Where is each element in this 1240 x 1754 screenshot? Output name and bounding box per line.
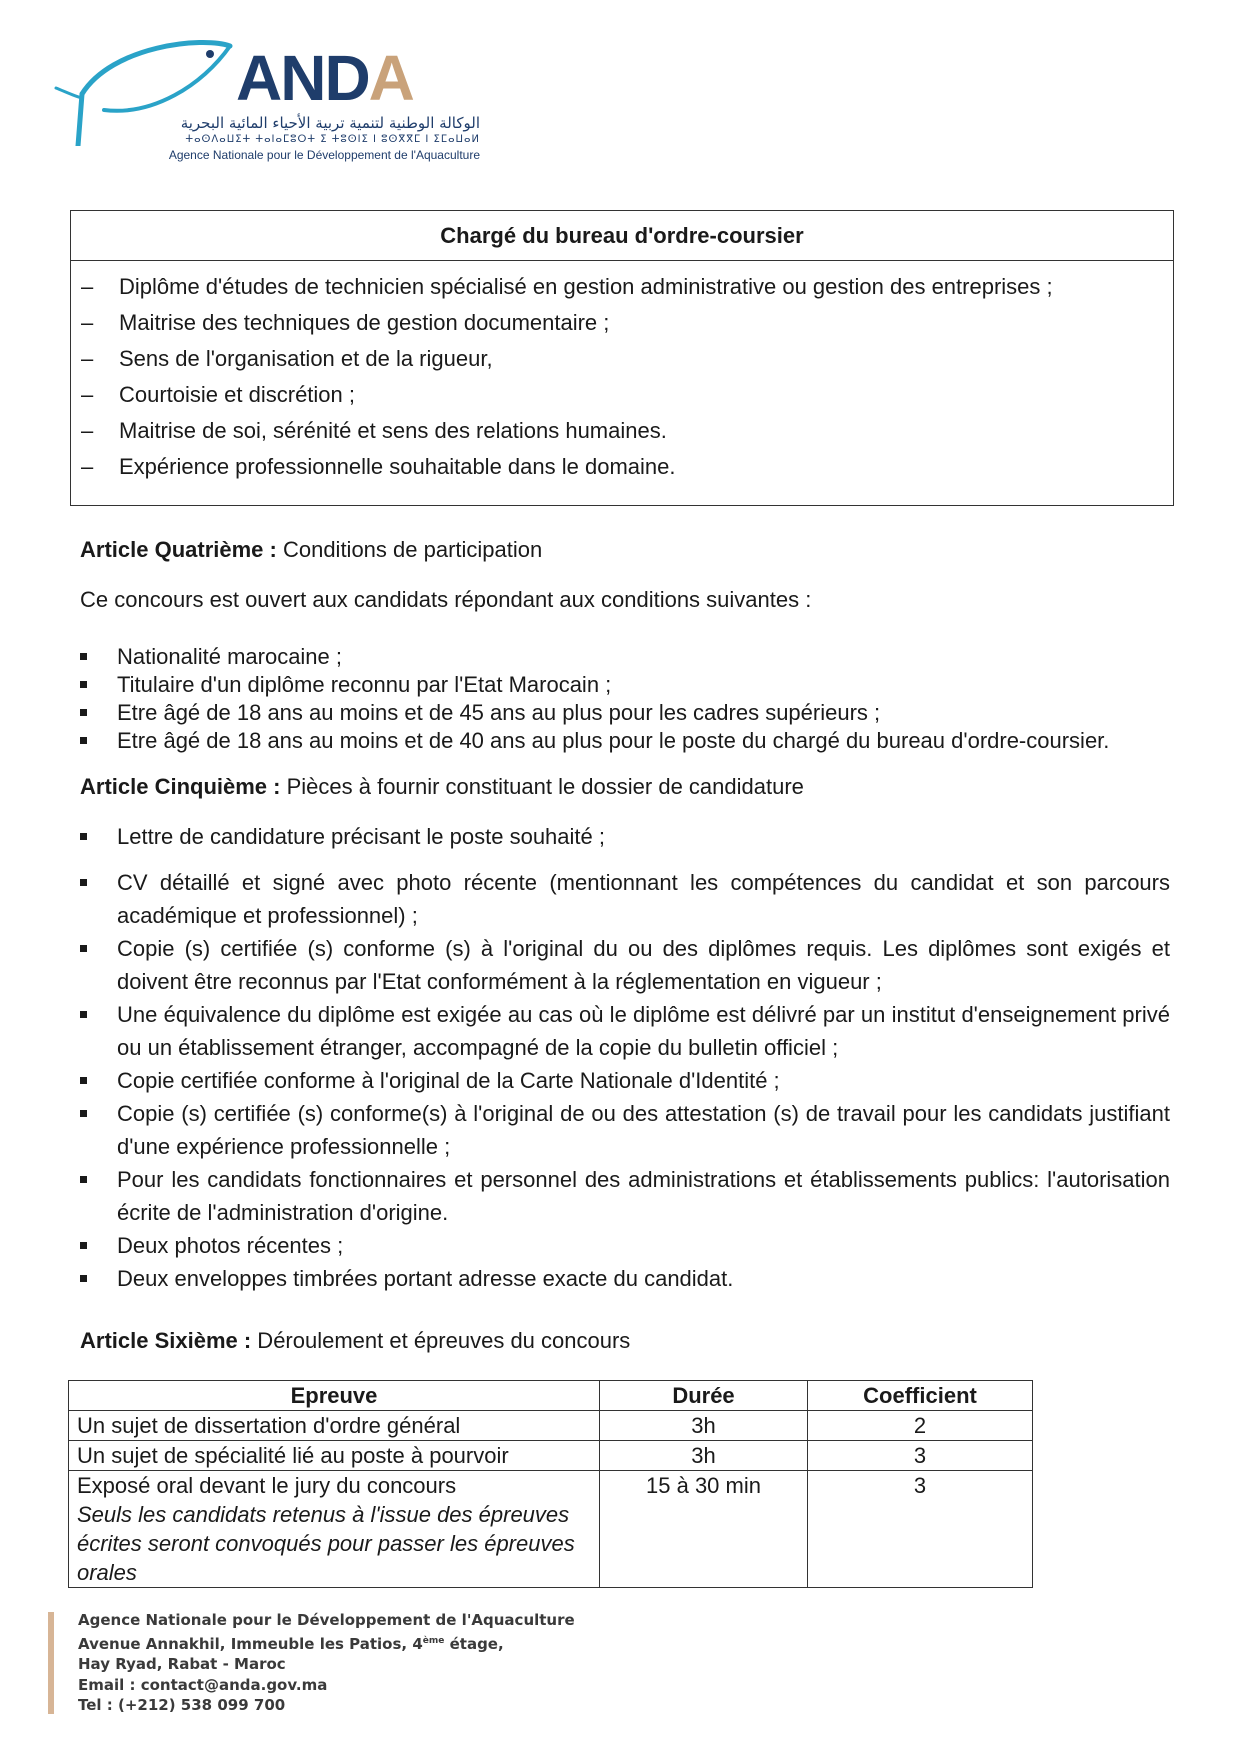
footer-email: Email : contact@anda.gov.ma [78, 1675, 328, 1694]
column-header: Coefficient [808, 1381, 1033, 1411]
column-header: Epreuve [69, 1381, 600, 1411]
bullet-icon [80, 681, 87, 688]
coef-cell: 2 [808, 1411, 1033, 1441]
exam-table [68, 1380, 1033, 1588]
duree-cell: 15 à 30 min [600, 1471, 808, 1588]
bullet-icon [80, 1176, 87, 1183]
list-item: Lettre de candidature précisant le poste souhaité ; [80, 820, 1170, 853]
table-row [69, 1411, 1033, 1441]
list-item: Nationalité marocaine ; [80, 640, 1170, 673]
list-item: – Sens de l'organisation et de la rigueur, [71, 341, 1173, 377]
arabic-agency-name: الوكالة الوطنية لتنمية تربية الأحياء المائية البحرية [180, 114, 480, 132]
footer-address-line-1: Avenue Annakhil, Immeuble les Patios, 4ème étage, [78, 1634, 504, 1653]
list-item: CV détaillé et signé avec photo récente (mentionnant les compétences du candidat et son parcours académique et professionnel) ; [80, 866, 1170, 932]
dash-icon: – [81, 454, 94, 479]
epreuve-cell: Un sujet de dissertation d'ordre général [69, 1411, 600, 1441]
bullet-icon [80, 879, 87, 886]
list-item: – Expérience professionnelle souhaitable dans le domaine. [71, 449, 1173, 485]
bullet-icon [80, 1275, 87, 1282]
list-item: Deux photos récentes ; [80, 1229, 1170, 1262]
oral-note: Seuls les candidats retenus à l'issue des épreuves écrites seront convoqués pour passer les épreuves orales [77, 1502, 575, 1585]
epreuve-cell: Un sujet de spécialité lié au poste à pourvoir [69, 1441, 600, 1471]
dash-icon: – [81, 418, 94, 443]
list-item: Copie (s) certifiée (s) conforme (s) à l'original du ou des diplômes requis. Les diplômes sont exigés et doivent être reconnus par l'Etat conformément à la réglementation en vigueur ; [80, 932, 1170, 998]
coef-cell: 3 [808, 1471, 1033, 1588]
duree-cell: 3h [600, 1411, 808, 1441]
bullet-icon [80, 653, 87, 660]
list-item: Copie (s) certifiée (s) conforme(s) à l'original de ou des attestation (s) de travail pour les candidats justifiant d'une expérience professionnelle ; [80, 1097, 1170, 1163]
french-agency-name: Agence Nationale pour le Développement de l'Aquaculture [168, 148, 480, 162]
footer-phone: Tel : (+212) 538 099 700 [78, 1696, 286, 1714]
epreuve-cell: Exposé oral devant le jury du concours Seuls les candidats retenus à l'issue des épreuves écrites seront convoqués pour passer les épreuves orales [69, 1471, 600, 1588]
list-item: – Maitrise de soi, sérénité et sens des relations humaines. [71, 413, 1173, 449]
requirements-list [71, 269, 1173, 485]
article-6-heading: Article Sixième : Déroulement et épreuves du concours [80, 1328, 631, 1353]
list-item: Etre âgé de 18 ans au moins et de 45 ans au plus pour les cadres supérieurs ; [80, 696, 1170, 729]
coef-cell: 3 [808, 1441, 1033, 1471]
table-header-row [69, 1381, 1033, 1411]
bullet-icon [80, 1110, 87, 1117]
duree-cell: 3h [600, 1441, 808, 1471]
list-item: Copie certifiée conforme à l'original de la Carte Nationale d'Identité ; [80, 1064, 1170, 1097]
position-box [70, 210, 1174, 506]
article-5-heading: Article Cinquième : Pièces à fournir constituant le dossier de candidature [80, 774, 804, 799]
article-4-intro: Ce concours est ouvert aux candidats répondant aux conditions suivantes : [80, 587, 812, 612]
dash-icon: – [81, 382, 94, 407]
bullet-icon [80, 945, 87, 952]
list-item: Titulaire d'un diplôme reconnu par l'Etat Marocain ; [80, 668, 1170, 701]
bullet-icon [80, 1077, 87, 1084]
bullet-icon [80, 833, 87, 840]
bullet-icon [80, 737, 87, 744]
list-item: – Courtoisie et discrétion ; [71, 377, 1173, 413]
list-item: Deux enveloppes timbrées portant adresse exacte du candidat. [80, 1262, 1170, 1295]
article-4-heading: Article Quatrième : Conditions de participation [80, 537, 543, 562]
dash-icon: – [81, 310, 94, 335]
logo-wordmark: ANDA [236, 42, 413, 114]
tifinagh-agency-name: ⵜⴰⵙⴷⴰⵡⵉⵜ ⵜⴰⵏⴰⵎⵓⵔⵜ ⵉ ⵜⵓⵙⵏⵉ ⵏ ⵓⵙⴳⴳⵎ ⵏ ⵉⵎⴰⵡⴰⵍ [185, 134, 480, 145]
bullet-icon [80, 1242, 87, 1249]
footer-address-line-2: Hay Ryad, Rabat - Maroc [78, 1655, 286, 1673]
position-title: Chargé du bureau d'ordre-coursier [71, 211, 1173, 261]
dash-icon: – [81, 274, 94, 299]
bullet-icon [80, 709, 87, 716]
footer-org: Agence Nationale pour le Développement de l'Aquaculture [78, 1611, 575, 1629]
list-item: – Maitrise des techniques de gestion documentaire ; [71, 305, 1173, 341]
table-row [69, 1441, 1033, 1471]
column-header: Durée [600, 1381, 808, 1411]
list-item: Etre âgé de 18 ans au moins et de 40 ans au plus pour le poste du chargé du bureau d'ordre-coursier. [80, 724, 1170, 757]
list-item: Pour les candidats fonctionnaires et personnel des administrations et établissements publics: l'autorisation écrite de l'administration d'origine. [80, 1163, 1170, 1229]
table-row [69, 1471, 1033, 1588]
footer-accent-bar [48, 1612, 54, 1714]
footer-address [78, 1610, 575, 1716]
anda-logo [52, 26, 480, 166]
bullet-icon [80, 1011, 87, 1018]
dash-icon: – [81, 346, 94, 371]
list-item: – Diplôme d'études de technicien spécialisé en gestion administrative ou gestion des entreprises ; [71, 269, 1173, 305]
list-item: Une équivalence du diplôme est exigée au cas où le diplôme est délivré par un institut d'enseignement privé ou un établissement étranger, accompagné de la copie du bulletin officiel ; [80, 998, 1170, 1064]
